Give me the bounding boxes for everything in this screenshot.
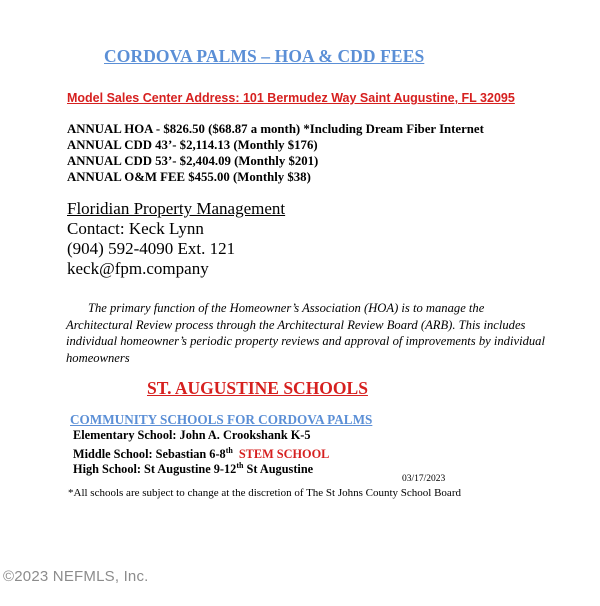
stem-school-label: STEM SCHOOL: [238, 447, 330, 462]
fee-cdd-53: ANNUAL CDD 53’- $2,404.09 (Monthly $201): [67, 154, 319, 168]
copyright-watermark: ©2023 NEFMLS, Inc.: [3, 568, 149, 585]
elementary-school: Elementary School: John A. Crookshank K-5: [73, 428, 311, 442]
fee-cdd-43: ANNUAL CDD 43’- $2,114.13 (Monthly $176): [67, 138, 318, 152]
fee-hoa: ANNUAL HOA - $826.50 ($68.87 a month) *Including Dream Fiber Internet: [67, 122, 484, 136]
schools-disclaimer: *All schools are subject to change at the discretion of The St Johns County School Board: [68, 487, 461, 499]
middle-school: Middle School: Sebastian 6-8th STEM SCHOOL: [73, 446, 330, 462]
community-schools-heading: COMMUNITY SCHOOLS FOR CORDOVA PALMS: [70, 412, 373, 427]
management-email: keck@fpm.company: [67, 259, 209, 278]
management-phone: (904) 592-4090 Ext. 121: [67, 239, 236, 258]
management-company: Floridian Property Management: [67, 199, 286, 218]
sales-center-address: Model Sales Center Address: 101 Bermudez Way Saint Augustine, FL 32095: [67, 91, 515, 105]
document-date: 03/17/2023: [402, 474, 446, 484]
schools-heading: ST. AUGUSTINE SCHOOLS: [147, 378, 368, 398]
management-contact: Contact: Keck Lynn: [67, 219, 204, 238]
high-school: High School: St Augustine 9-12th St Augustine: [73, 461, 314, 477]
fee-om: ANNUAL O&M FEE $455.00 (Monthly $38): [67, 170, 311, 184]
hoa-description: The primary function of the Homeowner’s Association (HOA) is to manage the Architectural Review process through the Architectural Review Board (ARB). This includes individual homeowner’s periodic property reviews and approval of improvements by individual homeowners: [66, 301, 545, 365]
page-title: CORDOVA PALMS – HOA & CDD FEES: [104, 46, 425, 66]
